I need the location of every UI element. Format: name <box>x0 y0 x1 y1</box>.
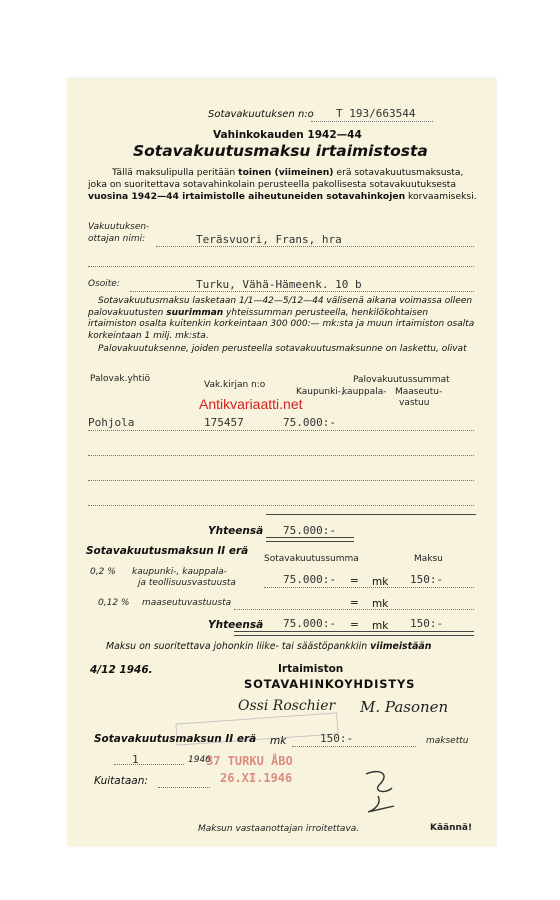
document-title: Sotavakuutusmaksu irtaimistosta <box>133 142 428 160</box>
col-city: Kaupunki-, <box>296 387 344 397</box>
turn-over: Käännä! <box>430 823 473 833</box>
address: Turku, Vähä-Hämeenk. 10 b <box>196 278 362 291</box>
name-line-2 <box>88 266 474 267</box>
row2-equals: = <box>350 597 359 609</box>
deadline-text: Maksu on suoritettava johonkin liike- tai säästöpankkiin viimeistään <box>106 641 432 652</box>
fire-total-underline <box>266 537 354 542</box>
signature-2: M. Pasonen <box>360 698 449 716</box>
row1-amount: 75.000:- <box>283 573 336 586</box>
row-line-4 <box>88 505 474 506</box>
period: Vahinkokauden 1942—44 <box>213 129 362 141</box>
basis-paragraph: Sotavakuutusmaksu lasketaan 1/1—42—5/12—44 välisenä aikana voimassa olleen palovakuutusten suurimman yhteissumman perusteella, henkilökohtaisen irtaimiston osalta kuitenkin korkeintaan 300 000:— mk:sta ja muun irtaimiston osalta korkeintaan 1 milj. mk:sta. <box>88 296 475 341</box>
pen-mark <box>360 766 404 816</box>
row2-mk: mk <box>372 598 389 610</box>
address-label: Osoite: <box>88 279 120 289</box>
paid-label: maksettu <box>426 736 469 746</box>
payment-line <box>292 746 416 747</box>
installment-total-equals: = <box>350 619 359 631</box>
name-line <box>156 246 474 247</box>
receipt-line <box>158 787 210 788</box>
total-rule <box>266 514 476 515</box>
installment-total-amount: 75.000:- <box>283 617 336 630</box>
intro-paragraph: Tällä maksulipulla peritään toinen (viimeinen) erä sotavakuutusmaksusta, joka on suoritettava sotavahinkolain perusteella pakollisesta sotavakuutuksesta vuosina 1942—44 irtaimistolle aiheutuneiden sotavahinkojen korvaamiseksi. <box>88 167 477 203</box>
payment-date-day: 1 <box>132 753 139 766</box>
issuer-line-1: Irtaimiston <box>278 663 344 675</box>
row-amount: 75.000:- <box>283 416 336 429</box>
col-city-2: kauppala- <box>342 387 387 397</box>
row1-mk: mk <box>372 576 389 588</box>
basis-note: Palovakuutuksenne, joiden perusteella sotavakuutusmaksunne on laskettu, olivat <box>98 344 467 354</box>
row2-rate: 0,12 % <box>98 598 130 608</box>
payment-label: Sotavakuutusmaksun II erä <box>94 733 257 745</box>
installment-total-underline <box>234 631 474 636</box>
row1-fee: 150:- <box>410 573 444 586</box>
deadline-date: 4/12 1946. <box>90 664 153 676</box>
col-country: Maaseutu- <box>395 387 443 397</box>
receipt-label: Kuitataan: <box>94 775 148 787</box>
footer-note: Maksun vastaanottajan irroitettava. <box>198 824 360 834</box>
insured-name: Teräsvuori, Frans, hra <box>196 233 342 246</box>
signature-1: Ossi Roschier <box>238 698 336 714</box>
installment-heading: Sotavakuutusmaksun II erä <box>86 545 249 557</box>
installment-total-mk: mk <box>372 620 389 632</box>
document-sheet <box>68 78 496 846</box>
insured-label-2: ottajan nimi: <box>88 234 146 244</box>
payment-date-year: 1946 <box>188 755 211 765</box>
row1-desc-2: ja teollisuusvastuusta <box>138 578 236 588</box>
col-country-2: vastuu <box>399 398 430 408</box>
row1-desc-1: kaupunki-, kauppala- <box>132 567 227 577</box>
row2-line <box>234 609 474 610</box>
col-insurance-sum: Sotavakuutussumma <box>264 554 359 564</box>
faint-stamp <box>175 712 338 745</box>
row-book-number: 175457 <box>204 416 244 429</box>
row-line-1 <box>88 430 474 431</box>
row1-equals: = <box>350 575 359 587</box>
col-book: Vak.kirjan n:o <box>204 380 266 390</box>
installment-total-fee: 150:- <box>410 617 444 630</box>
watermark: Antikvariaatti.net <box>199 396 303 412</box>
policy-label: Sotavakuutuksen n:o <box>208 109 314 120</box>
row-line-3 <box>88 480 474 481</box>
date-line <box>114 764 184 765</box>
bank-stamp: 37 TURKU ÅBO <box>206 754 293 768</box>
row1-line <box>264 587 474 588</box>
row1-rate: 0,2 % <box>90 567 116 577</box>
policy-number-line <box>311 121 433 122</box>
insured-label-1: Vakuutuksen- <box>88 222 150 232</box>
row-line-2 <box>88 455 474 456</box>
payment-mk: mk <box>270 735 287 747</box>
fire-total-label: Yhteensä <box>208 525 264 537</box>
col-sums: Palovakuutussummat <box>353 375 450 385</box>
col-fee: Maksu <box>414 554 443 564</box>
col-company: Palovak.yhtiö <box>90 374 151 384</box>
payment-amount: 150:- <box>320 732 354 745</box>
address-line <box>130 291 474 292</box>
bank-stamp-date: 26.XI.1946 <box>220 771 293 785</box>
row-company: Pohjola <box>88 416 135 429</box>
fire-total-amount: 75.000:- <box>283 524 336 537</box>
issuer-line-2: SOTAVAHINKOYHDISTYS <box>244 677 416 691</box>
policy-number: T 193/663544 <box>336 107 416 120</box>
row2-desc: maaseutuvastuusta <box>142 598 232 608</box>
installment-total-label: Yhteensä <box>208 619 264 631</box>
